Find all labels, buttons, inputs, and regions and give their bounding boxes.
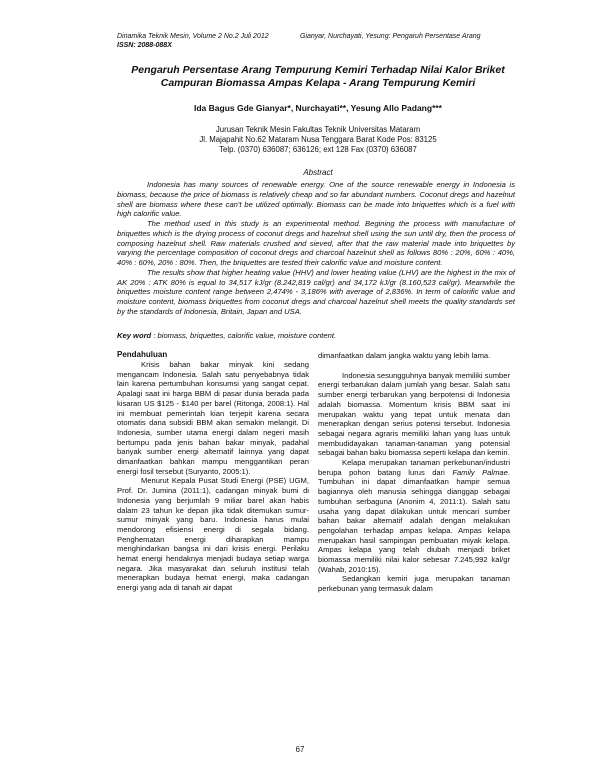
text-run: Kelapa merupakan tanaman perkebunan/industri berupa pohon batang lurus dari [318,458,510,477]
body-paragraph: Sedangkan kemiri juga merupakan tanaman perkebunan yang termasuk dalam [318,574,510,594]
paper-title: Pengaruh Persentase Arang Tempurung Kemiri Terhadap Nilai Kalor Briket Campuran Biomassa Ampas Kelapa - Arang Tempurung Kemiri [131,64,505,89]
keywords-label: Key word [117,331,152,340]
body-paragraph: Indonesia sesungguhnya banyak memiliki sumber energi terbarukan dalam jumlah yang besar. Salah satu sumber energi terbarukan yang berpotensi di Indonesia adalah biomassa. Momentum krisis BBM saat ini merupakan waktu yang tepat untuk menata dan menerapkan dengan serius potensi tersebut. Indonesia sebagai negara agraris memiliki lahan yang luas untuk membudidayakan tanaman-tanaman yang potensial sebagai bahan baku biomassa seperti kelapa dan kemiri. [318,370,511,458]
section-heading: Pendahuluan [117,350,168,359]
left-column [117,350,309,593]
keywords [117,331,515,340]
page-number: 67 [295,745,305,754]
right-column [318,351,510,594]
journal-header [117,32,269,50]
body-paragraph: dimanfaatkan dalam jangka waktu yang lebih lama. [318,351,491,360]
affiliation-line: Telp. (0370) 636087; 636126; ext 128 Fax (0370) 636087 [219,145,417,154]
abstract [117,180,515,317]
journal-info: Dinamika Teknik Mesin, Volume 2 No.2 Juli 2012 [117,33,269,40]
issn: ISSN: 2088-088X [117,42,172,49]
affiliation [118,125,518,155]
body-paragraph: Krisis bahan bakar minyak kini sedang mengancam Indonesia. Salah satu penyebabnya tidak lain karena pertumbuhan konsumsi yang sangat cepat. Apalagi saat ini harga BBM di pasar dunia berada pada kisaran US $125 - $140 per barel (Ritonga, 2008:1). Hal ini membuat pemerintah kian terjepit karena secara otomatis dana subsidi BBM akan semakin melangit. Di Indonesia, sumber utama energi dalam negeri masih bertumpu pada jenis bahan bakar minyak, padahal banyak sumber energi alternatif lainnya yang dapat dimanfaatkan bahkan mampu menggantikan peran energi fosil tersebut (Suryanto, 2005:1). [117,360,309,476]
keywords-text: : biomass, briquettes, calorific value, moisture content. [153,331,337,340]
affiliation-line: Jl. Majapahit No.62 Mataram Nusa Tenggara Barat Kode Pos: 83125 [199,135,437,144]
abstract-heading: Abstract [303,168,333,177]
species-family: Family Palmae [452,467,508,477]
abstract-paragraph: The method used in this study is an experimental method. Begining the process with manufacture of briquettes which is the drying process of coconut dregs and hazelnut shell using the sun until dry, then the process of composing hazelnut shell. Raw materials crushed and sieved, after that the raw material made into briquettes by varying the percentage composition of coconut dregs and charcoal hazelnut shell as follows 80% : 20%, 60% : 40%, 40% : 60%, 20% : 80%. Then, the briquettes are tested their calorific value and moisture content. [117,219,515,267]
authors: Ida Bagus Gde Gianyar*, Nurchayati**, Yesung Allo Padang*** [194,103,442,113]
affiliation-line: Jurusan Teknik Mesin Fakultas Teknik Universitas Mataram [215,125,421,134]
abstract-paragraph: The results show that higher heating value (HHV) and lower heating value (LHV) are the highest in the mix of AK 20% : ATK 80% is equal to 34,517 kJ/gr (8.242,819 cal/gr) and 34,172 kJ/gr (8.160,523 cal/gr). Meanwhile the briquettes moisture content range between 2,474% - 3,186% with average of 2,836%. In term of calorific value and moisture content, biomass briquettes from coconut dregs and charcoal hazelnut shell meets the quality standards set by the standards of Indonesia, Britain, Japan and USA. [117,267,515,316]
running-title: Gianyar, Nurchayati, Yesung: Pengaruh Persentase Arang [300,33,481,40]
text-run: . Tumbuhan ini dapat dimanfaatkan hampir semua bagiannya oleh manusia sehingga dianggap sebagai tumbuhan serbaguna (Anonim 4, 2011:1). Salah satu usaha yang dapat dilakukan untuk mencari sumber bahan bakar alternatif adalah dengan melakukan pengolahan terhadap ampas kelapa. Ampas kelapa merupakan hasil sampingan pembuatan miyak kelapa. Ampas kelapa yang telah diubah menjadi briket biomassa memiliki nilai kalor sebesar 7.245,992 kal/gr (Wahab, 2010:15). [318,467,510,574]
body-paragraph: Menurut Kepala Pusat Studi Energi (PSE) UGM, Prof. Dr. Jumina (2011:1), cadangan minyak bumi di Indonesia yang berjumlah 9 miliar barel akan habis dalam 23 tahun ke depan jika tidak ditemukan sumur-sumur minyak yang baru. Indonesia harus mulai mendorong efisiensi energi di segala bidang. Penghematan energi diharapkan mampu menghindarkan bangsa ini dari krisis energi. Perilaku hemat energi hendaknya menjadi budaya setiap warga negara. Jika masyarakat dan seluruh institusi telah menerapkan budaya hemat energi, maka cadangan energi yang ada di tanah air dapat [117,476,309,593]
abstract-paragraph: Indonesia has many sources of renewable energy. One of the source renewable energy in Indonesia is biomass, because the price of biomass is relatively cheap and so far abundant numbers. Coconut dregs and hazelnut shell are biomass where these can't be utilized optimally. Biomass can be made into briquettes which is a fuel with high calorific value. [117,180,515,219]
body-paragraph [318,458,510,574]
